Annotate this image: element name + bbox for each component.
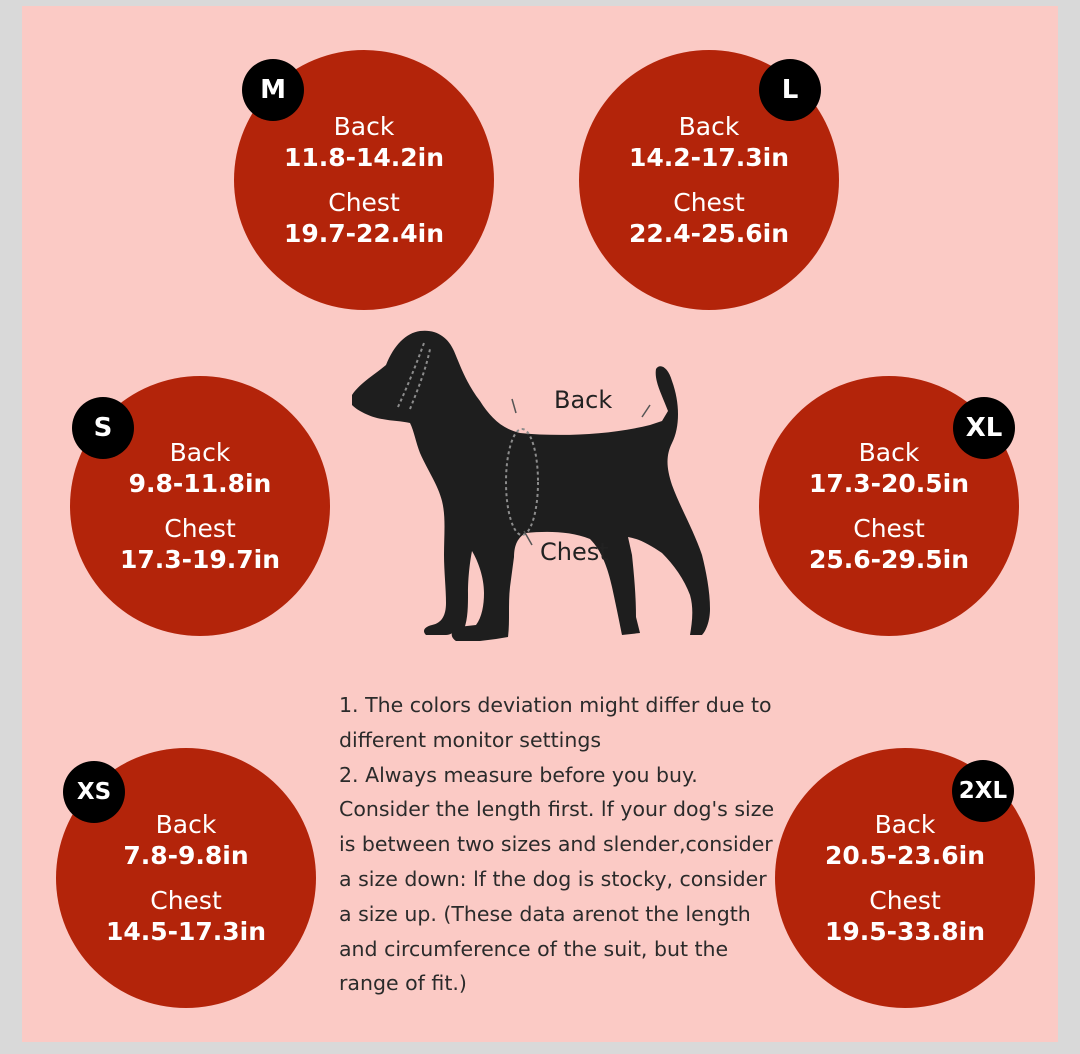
back-range: 14.2-17.3in [628,143,790,172]
size-badge-l: L [759,59,821,121]
size-badge-2xl: 2XL [952,760,1014,822]
chest-label: Chest [150,886,222,915]
back-label: Back [169,438,231,467]
size-notes [339,688,779,1001]
chest-range: 22.4-25.6in [628,219,790,248]
back-range: 20.5-23.6in [824,841,986,870]
size-badge-xs: XS [63,761,125,823]
dog-silhouette-image [350,325,750,655]
back-range: 7.8-9.8in [123,841,249,870]
note-line: a size down: lf the dog is stocky, consider [339,866,767,891]
size-badge-xl: XL [953,397,1015,459]
size-badge-m: M [242,59,304,121]
back-label: Back [678,112,740,141]
back-label: Back [155,810,217,839]
back-label: Back [333,112,395,141]
diagram-back-label: Back [554,386,613,414]
note-line: 1. The colors deviation might differ due to [339,693,772,717]
note-line: 2. Always measure before you buy. [339,762,698,787]
size-badge-s: S [72,397,134,459]
note-line: range of fit.) [339,971,467,996]
note-line: and circumference of the suit, but the [339,936,729,961]
chest-label: Chest [673,188,745,217]
back-range: 9.8-11.8in [128,469,272,498]
diagram-chest-label: Chest [540,538,609,566]
chest-range: 19.7-22.4in [283,219,445,248]
note-line: a size up. (These data arenot the length [339,901,751,926]
chest-label: Chest [164,514,236,543]
back-label: Back [858,438,920,467]
note-line: is between two sizes and slender,consider [339,832,773,857]
chest-label: Chest [328,188,400,217]
back-range: 11.8-14.2in [283,143,445,172]
back-range: 17.3-20.5in [808,469,970,498]
note-line: Consider the length first. lf your dog's size [339,797,775,822]
note-line: different monitor settings [339,727,602,752]
chest-range: 17.3-19.7in [119,545,281,574]
chest-label: Chest [869,886,941,915]
back-label: Back [874,810,936,839]
chest-label: Chest [853,514,925,543]
chest-range: 25.6-29.5in [808,545,970,574]
chest-range: 14.5-17.3in [105,917,267,946]
chest-range: 19.5-33.8in [824,917,986,946]
